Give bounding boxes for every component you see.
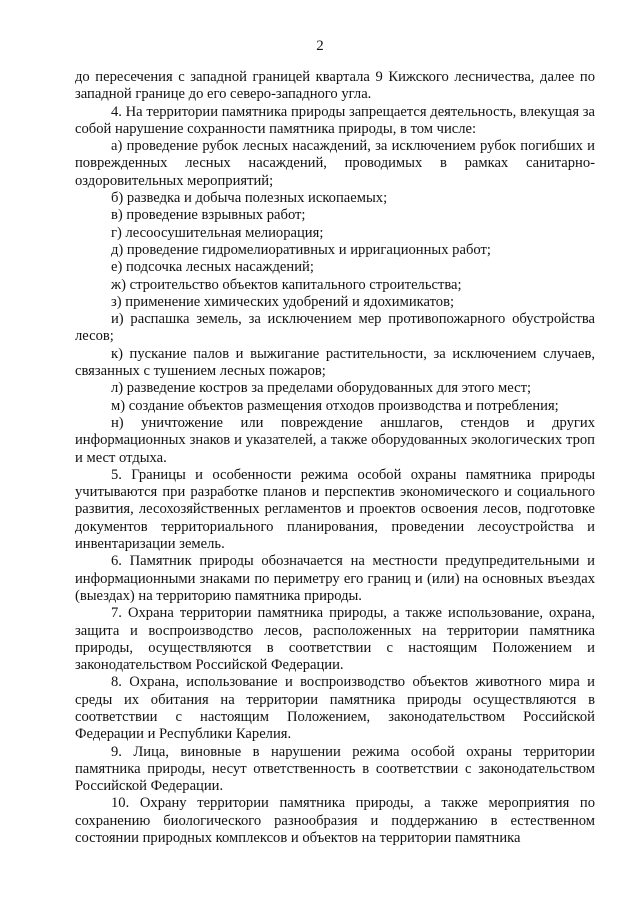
list-item-z: з) применение химических удобрений и ядохимикатов; [111,293,455,310]
clause-10: 10. Охрану территории памятника природы, а также мероприятия по сохранению биологического разнообразия и поддержанию в естественном состоянии природных комплексов и объектов на территории памятника [75,795,595,847]
list-item-k: к) пускание палов и выжигание растительности, за исключением случаев, связанных с тушением лесных пожаров; [75,345,595,380]
list-item-e: е) подсочка лесных насаждений; [111,259,314,276]
list-item-m: м) создание объектов размещения отходов производства и потребления; [111,397,559,414]
document-body [75,69,595,847]
list-item-v: в) проведение взрывных работ; [111,207,306,224]
clause-4: 4. На территории памятника природы запрещается деятельность, влекущая за собой нарушение сохранности памятника природы, в том числе: [75,103,595,137]
list-item-i: и) распашка земель, за исключением мер противопожарного обустройства лесов; [75,311,595,345]
list-item-l: л) разведение костров за пределами оборудованных для этого мест; [111,380,532,397]
list-item-b: б) разведка и добыча полезных ископаемых; [111,190,388,207]
list-item-a: а) проведение рубок лесных насаждений, за исключением рубок погибших и поврежденных лесных насаждений, проводимых в рамках санитарно-оздоровительных мероприятий; [75,138,595,189]
list-item-d: д) проведение гидромелиоративных и ирригационных работ; [111,241,491,258]
list-item-zh: ж) строительство объектов капитального строительства; [111,276,462,293]
clause-9: 9. Лица, виновные в нарушении режима особой охраны территории памятника природы, несут ответственность в соответствии с законодательством Российской Федерации. [75,743,595,795]
clause-7: 7. Охрана территории памятника природы, а также использование, охрана, защита и воспроизводство лесов, расположенных на территории памятника природы, осуществляются в соответствии с настоящим Положением и законодательством Российской Федерации. [75,605,595,674]
list-item-n: н) уничтожение или повреждение аншлагов, стендов и других информационных знаков и указателей, а также оборудованных экологических троп и мест отдыха. [75,414,595,466]
list-item-g: г) лесоосушительная мелиорация; [111,224,324,241]
clause-6: 6. Памятник природы обозначается на местности предупредительными и информационными знаками по периметру его границ и (или) на основных въездах (выездах) на территорию памятника природы. [75,553,595,604]
continuation-paragraph: до пересечения с западной границей квартала 9 Кижского лесничества, далее по западной границе до его северо-западного угла. [75,69,595,103]
clause-8: 8. Охрана, использование и воспроизводство объектов животного мира и среды их обитания на территории памятника природы осуществляются в соответствии с настоящим Положением, законодательством Российской Федерации и Республики Карелия. [75,674,595,743]
page-number: 2 [316,38,324,54]
clause-5: 5. Границы и особенности режима особой охраны памятника природы учитываются при разработке планов и перспектив экономического и социального развития, лесохозяйственных регламентов и проектов освоения лесов, подготовке документов территориального планирования, проведении лесоустройства и инвентаризации земель. [75,466,595,553]
